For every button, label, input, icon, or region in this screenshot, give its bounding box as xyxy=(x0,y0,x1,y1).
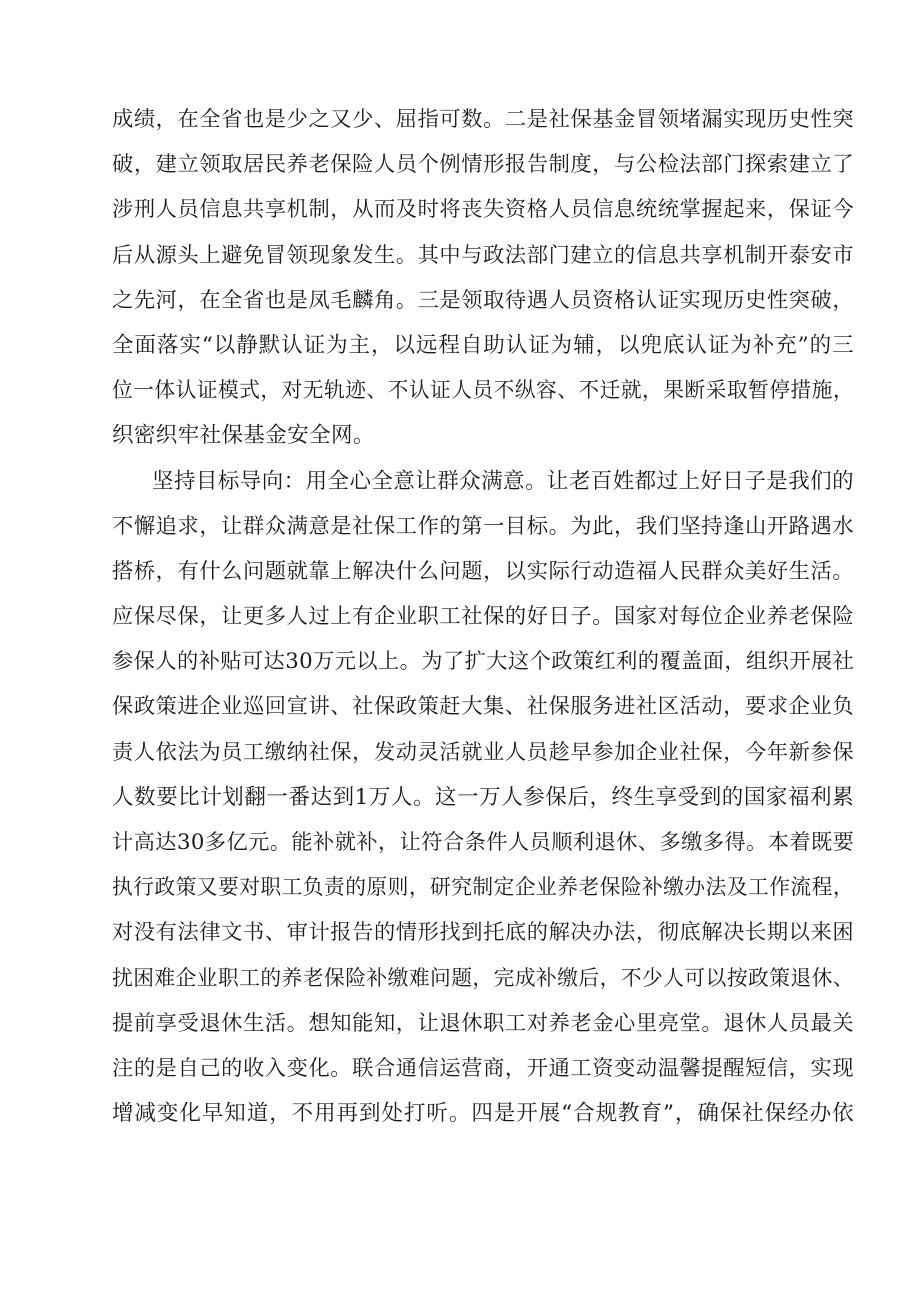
text-line: 增减变化早知道，不用再到处打听。四是开展“合规教育”，确保社保经办依 xyxy=(112,1101,854,1127)
paragraph-1 xyxy=(112,97,854,459)
text-line: 位一体认证模式，对无轨迹、不认证人员不纵容、不迁就，果断采取暂停措施， xyxy=(112,378,854,403)
text-line: 责人依法为员工缴纳社保，发动灵活就业人员趁早参加企业社保，今年新参保 xyxy=(112,739,854,765)
text-line: 涉刑人员信息共享机制，从而及时将丧失资格人员信息统统掌握起来，保证今 xyxy=(112,197,854,223)
text-line: 提前享受退休生活。想知能知，让退休职工对养老金心里亮堂。退休人员最关 xyxy=(112,1010,854,1036)
body-text xyxy=(112,97,854,1136)
text-line: 破，建立领取居民养老保险人员个例情形报告制度，与公检法部门探索建立了 xyxy=(112,152,854,178)
text-line: 之先河，在全省也是凤毛麟角。三是领取待遇人员资格认证实现历史性突破， xyxy=(112,287,854,313)
text-line: 搭桥，有什么问题就靠上解决什么问题，以实际行动造福人民群众美好生活。 xyxy=(112,558,854,584)
text-line: 不懈追求，让群众满意是社保工作的第一目标。为此，我们坚持逢山开路遇水 xyxy=(112,513,854,539)
text-line: 后从源头上避免冒领现象发生。其中与政法部门建立的信息共享机制开泰安市 xyxy=(112,242,854,268)
text-line: 参保人的补贴可达30万元以上。为了扩大这个政策红利的覆盖面，组织开展社 xyxy=(112,649,855,675)
text-line: 扰困难企业职工的养老保险补缴难问题，完成补缴后，不少人可以按政策退休、 xyxy=(112,965,854,990)
text-line: 计高达30多亿元。能补就补，让符合条件人员顺利退休、多缴多得。本着既要 xyxy=(112,830,855,855)
text-line: 执行政策又要对职工负责的原则，研究制定企业养老保险补缴办法及工作流程， xyxy=(112,875,854,900)
text-line: 对没有法律文书、审计报告的情形找到托底的解决办法，彻底解决长期以来困 xyxy=(112,920,854,946)
text-line: 注的是自己的收入变化。联合通信运营商，开通工资变动温馨提醒短信，实现 xyxy=(112,1055,854,1081)
text-line: 全面落实“以静默认证为主，以远程自助认证为辅，以兜底认证为补充”的三 xyxy=(112,332,854,358)
text-line: 织密织牢社保基金安全网。 xyxy=(112,423,375,449)
text-line: 人数要比计划翻一番达到1万人。这一万人参保后，终生享受到的国家福利累 xyxy=(112,784,854,810)
text-line: 成绩，在全省也是少之又少、屈指可数。二是社保基金冒领堵漏实现历史性突 xyxy=(112,107,854,132)
paragraph-2 xyxy=(112,459,854,1137)
text-line: 保政策进企业巡回宣讲、社保政策赶大集、社保服务进社区活动，要求企业负 xyxy=(112,694,854,720)
text-line: 应保尽保，让更多人过上有企业职工社保的好日子。国家对每位企业养老保险 xyxy=(112,604,854,630)
text-line: 坚持目标导向：用全心全意让群众满意。让老百姓都过上好日子是我们的 xyxy=(152,468,854,494)
